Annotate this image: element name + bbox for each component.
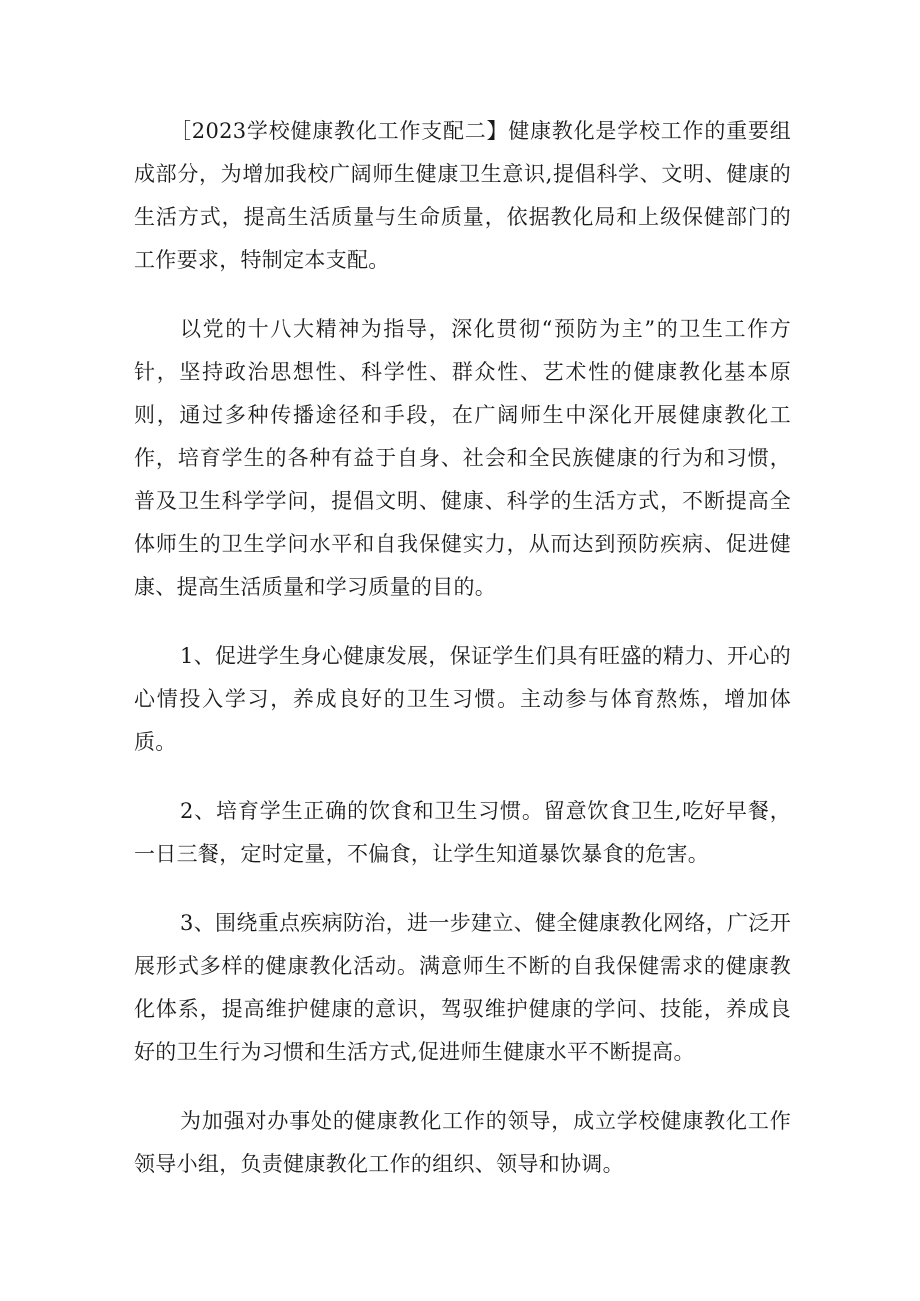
goal-item-3: 3、围绕重点疾病防治，进一步建立、健全健康教化网络，广泛开展形式多样的健康教化活动。满意师生不断的自我保健需求的健康教化体系，提高维护健康的意识，驾驭维护健康的学问、技能，养成良好的卫生行为习惯和生活方式,促进师生健康水平不断提高。 — [134, 911, 791, 1064]
guiding-principle-paragraph: 以党的十八大精神为指导，深化贯彻“预防为主”的卫生工作方针，坚持政治思想性、科学性、群众性、艺术性的健康教化基本原则，通过多种传播途径和手段，在广阔师生中深化开展健康教化工作，培育学生的各种有益于自身、社会和全民族健康的行为和习惯，普及卫生科学学问，提倡文明、健康、科学的生活方式，不断提高全体师生的卫生学问水平和自我保健实力，从而达到预防疾病、促进健康、提高生活质量和学习质量的目的。 — [134, 317, 791, 599]
goal-item-1: 1、促进学生身心健康发展，保证学生们具有旺盛的精力、开心的心情投入学习，养成良好的卫生习惯。主动参与体育熬炼，增加体质。 — [134, 644, 791, 754]
document-body — [134, 110, 791, 1212]
goal-item-2: 2、培育学生正确的饮食和卫生习惯。留意饮食卫生,吃好早餐，一日三餐，定时定量，不偏食，让学生知道暴饮暴食的危害。 — [134, 799, 791, 866]
leadership-paragraph: 为加强对办事处的健康教化工作的领导，成立学校健康教化工作领导小组，负责健康教化工作的组织、领导和协调。 — [134, 1109, 791, 1176]
intro-paragraph: ［2023学校健康教化工作支配二】健康教化是学校工作的重要组成部分，为增加我校广阔师生健康卫生意识,提倡科学、文明、健康的生活方式，提高生活质量与生命质量，依据教化局和上级保健部门的工作要求，特制定本支配。 — [134, 119, 791, 272]
